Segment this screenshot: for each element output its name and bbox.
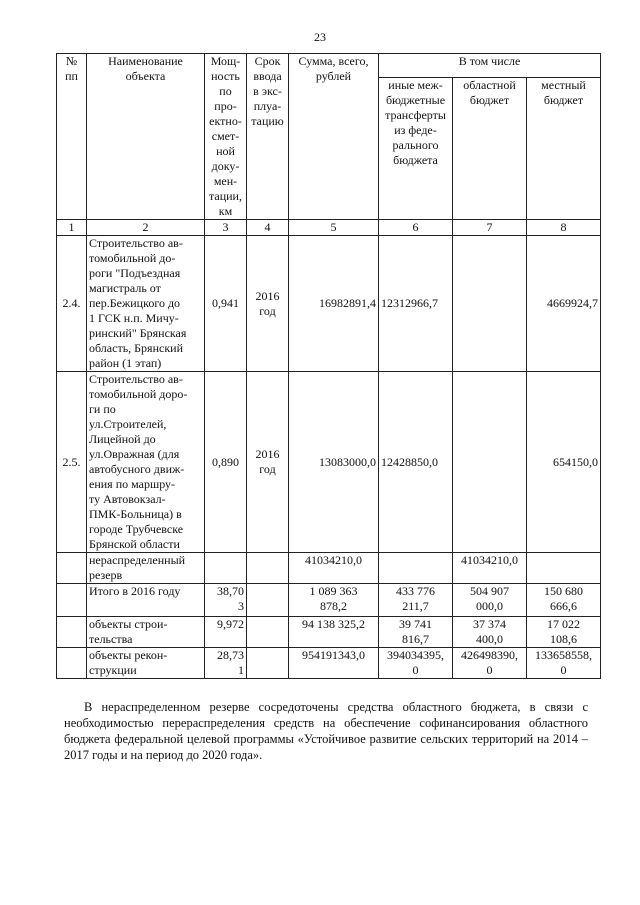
column-number: 3 (205, 220, 247, 236)
header-line: бюджет (469, 93, 510, 108)
table-row (57, 648, 601, 679)
table-row (57, 553, 601, 584)
cell-regional (453, 236, 527, 372)
cell-sum: 94 138 325,2 (289, 617, 379, 648)
cell-term: 2016 год (247, 236, 289, 372)
header-line: Срок (254, 54, 281, 68)
cell-name: Строительство ав- томобильной до- роги "Подъездная магистраль от пер.Бежицкого до 1 ГСК н.п. Мичу- ринский" Брянская область, Брянский район (1 этап) (87, 236, 205, 372)
cell-capacity: 9,972 (205, 617, 247, 648)
cell-name: объекты рекон- струкции (87, 648, 205, 679)
cell-term: 2016 год (247, 372, 289, 553)
column-number: 8 (527, 220, 601, 236)
cell-sum: 954191343,0 (289, 648, 379, 679)
header-federal (379, 78, 453, 220)
column-numbers-row (57, 220, 601, 236)
cell-local: 150 680 666,6 (527, 584, 601, 617)
cell-term (247, 648, 289, 679)
column-number: 4 (247, 220, 289, 236)
table-row (57, 617, 601, 648)
header-line: Мощ- (210, 54, 241, 68)
cell-name: Строительство ав- томобильной доро- ги по ул.Строителей, Лицейной до ул.Овражная (для автобусного движ- ения по маршру- ту Автовокзал- ПМК-Больница) в городе Трубчевске Брянской области (87, 372, 205, 553)
header-line: тацию (251, 114, 284, 128)
header-line: про- (214, 99, 237, 113)
header-line: из феде- (394, 123, 437, 138)
budget-table (56, 53, 601, 679)
header-line: доку- (211, 159, 240, 173)
cell-federal (379, 553, 453, 584)
header-line: областной (463, 78, 516, 93)
header-line: рального (392, 138, 439, 153)
cell-federal: 39 741 816,7 (379, 617, 453, 648)
cell-name: нераспределенный резерв (87, 553, 205, 584)
cell-regional: 426498390, 0 (453, 648, 527, 679)
cell-sum: 41034210,0 (289, 553, 379, 584)
cell-term (247, 553, 289, 584)
header-line: трансферты (385, 108, 446, 123)
cell-regional: 37 374 400,0 (453, 617, 527, 648)
cell-local (527, 553, 601, 584)
header-line: ектно- (209, 114, 242, 128)
header-line: по (219, 84, 232, 98)
header-including: В том числе (379, 54, 601, 78)
cell-federal: 12428850,0 (379, 372, 453, 553)
cell-num: 2.4. (57, 236, 87, 372)
header-line: бюджета (393, 153, 438, 168)
cell-sum: 1 089 363 878,2 (289, 584, 379, 617)
header-line: плуа- (253, 99, 282, 113)
header-line: смет- (211, 129, 240, 143)
cell-num: 2.5. (57, 372, 87, 553)
header-line: рублей (315, 69, 352, 83)
cell-regional: 504 907 000,0 (453, 584, 527, 617)
cell-federal: 433 776 211,7 (379, 584, 453, 617)
header-line: тации, (209, 189, 242, 203)
cell-num (57, 584, 87, 617)
header-line: км (218, 204, 233, 218)
table-row (57, 584, 601, 617)
cell-capacity: 0,890 (205, 372, 247, 553)
cell-sum: 13083000,0 (289, 372, 379, 553)
cell-regional: 41034210,0 (453, 553, 527, 584)
header-line: ной (216, 144, 235, 158)
header-line: пп (65, 69, 78, 83)
header-line: ность (211, 69, 240, 83)
cell-capacity: 0,941 (205, 236, 247, 372)
table-row (57, 372, 601, 553)
column-number: 7 (453, 220, 527, 236)
header-line: бюджетные (385, 93, 446, 108)
cell-name: объекты строи- тельства (87, 617, 205, 648)
column-number: 5 (289, 220, 379, 236)
header-line: Наименование (108, 54, 183, 68)
column-number: 2 (87, 220, 205, 236)
header-line: мен- (213, 174, 238, 188)
header-name (87, 54, 205, 220)
footnote-paragraph: В нераспределенном резерве сосредоточены средства областного бюджета, в связи с необходимостью перераспределения средств на обеспечение софинансирования областного бюджета федеральной целевой программы «Устойчивое развитие сельских территорий на 2014 – 2017 годы и на период до 2020 года». (64, 699, 588, 762)
header-line: местный (541, 78, 586, 93)
header-line: объекта (125, 69, 166, 83)
cell-federal: 12312966,7 (379, 236, 453, 372)
header-line: ввода (253, 69, 282, 83)
header-term (247, 54, 289, 220)
column-number: 1 (57, 220, 87, 236)
cell-local: 654150,0 (527, 372, 601, 553)
page-number: 23 (314, 30, 326, 44)
cell-local: 17 022 108,6 (527, 617, 601, 648)
header-num (57, 54, 87, 220)
header-sum (289, 54, 379, 220)
cell-regional (453, 372, 527, 553)
header-regional (453, 78, 527, 220)
header-line: в экс- (253, 84, 282, 98)
cell-name: Итого в 2016 году (87, 584, 205, 617)
cell-capacity (205, 553, 247, 584)
cell-federal: 394034395, 0 (379, 648, 453, 679)
header-line: бюджет (543, 93, 584, 108)
cell-local: 4669924,7 (527, 236, 601, 372)
header-line: № (65, 54, 78, 68)
cell-term (247, 584, 289, 617)
cell-num (57, 617, 87, 648)
cell-capacity: 28,73 1 (205, 648, 247, 679)
header-line: иные меж- (388, 78, 443, 93)
column-number: 6 (379, 220, 453, 236)
table-row (57, 236, 601, 372)
cell-term (247, 617, 289, 648)
cell-local: 133658558, 0 (527, 648, 601, 679)
header-capacity (205, 54, 247, 220)
header-local (527, 78, 601, 220)
cell-num (57, 648, 87, 679)
cell-num (57, 553, 87, 584)
cell-capacity: 38,70 3 (205, 584, 247, 617)
header-line: Сумма, всего, (298, 54, 369, 68)
cell-sum: 16982891,4 (289, 236, 379, 372)
